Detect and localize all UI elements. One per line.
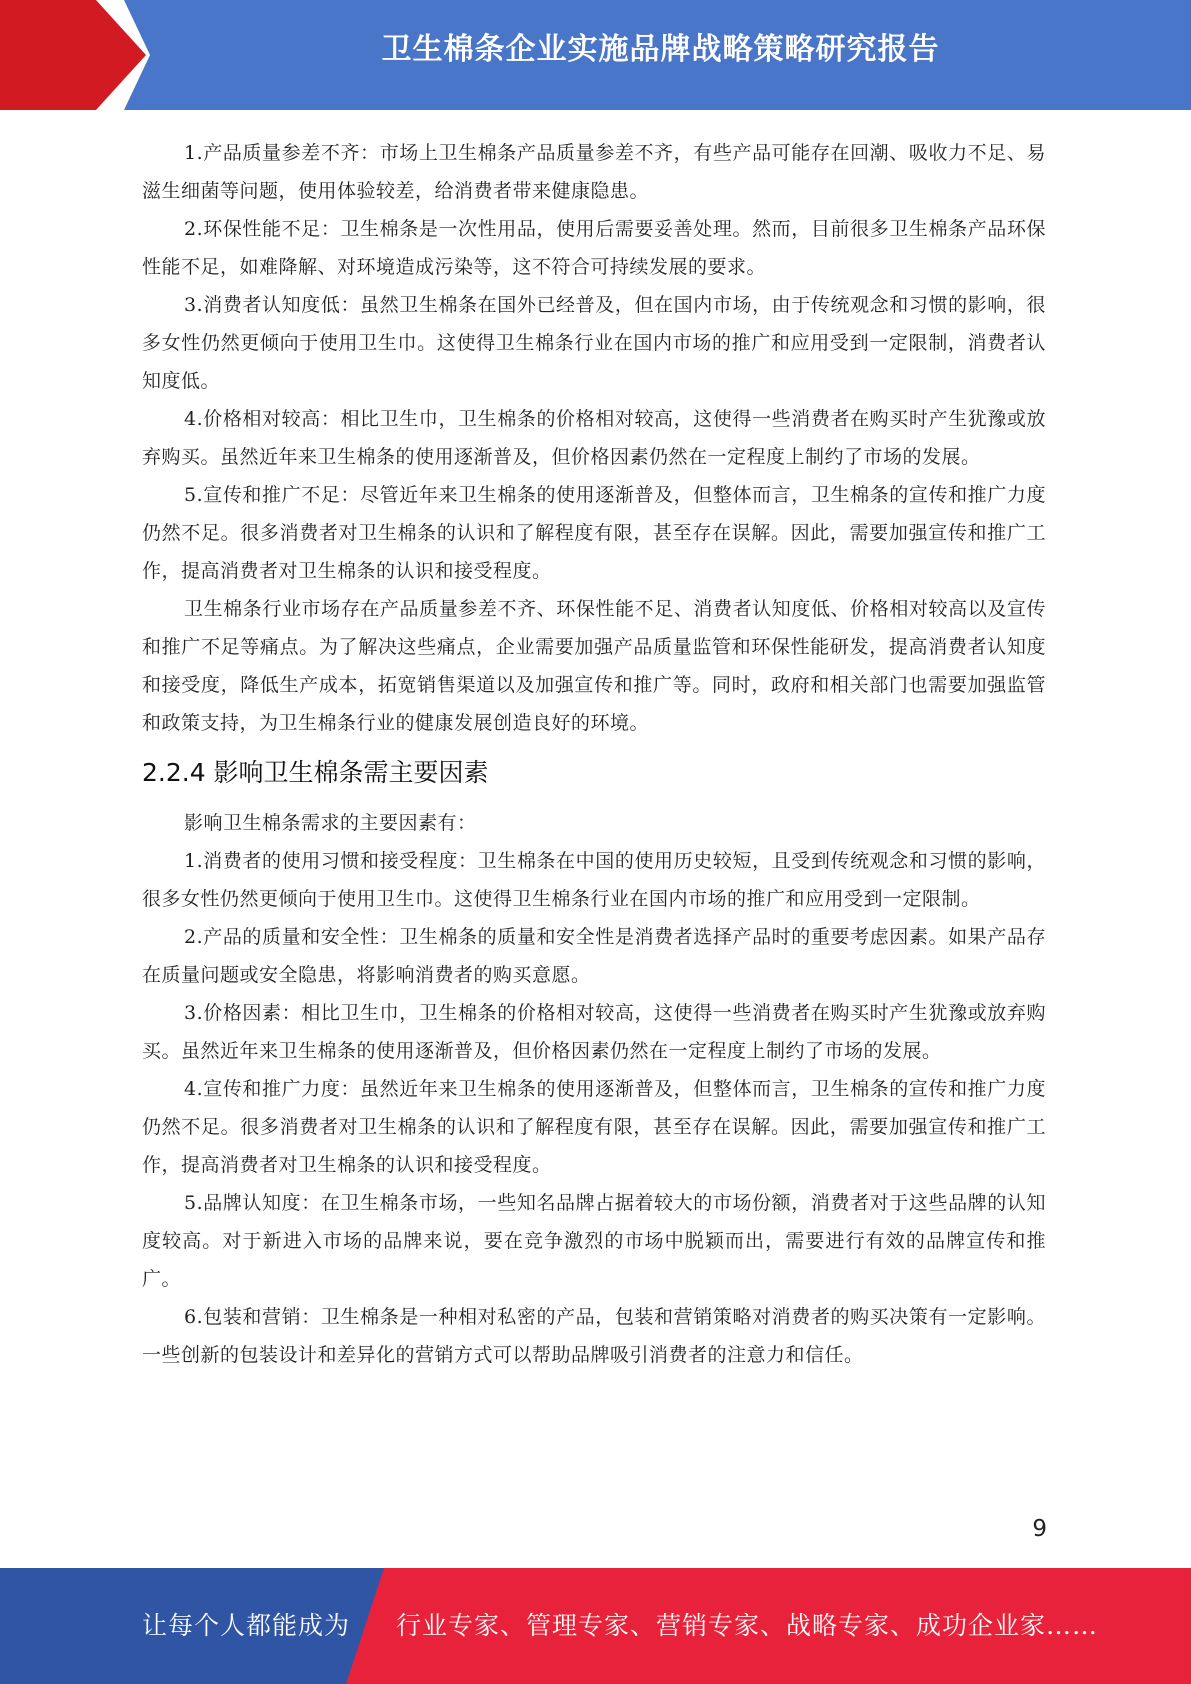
pain-points-section (142, 134, 1046, 742)
paragraph: 4.宣传和推广力度：虽然近年来卫生棉条的使用逐渐普及，但整体而言，卫生棉条的宣传和推广力度仍然不足。很多消费者对卫生棉条的认识和了解程度有限，甚至存在误解。因此，需要加强宣传和推广工作，提高消费者对卫生棉条的认识和接受程度。 (142, 1078, 1046, 1176)
paragraph: 3.价格因素：相比卫生巾，卫生棉条的价格相对较高，这使得一些消费者在购买时产生犹豫或放弃购买。虽然近年来卫生棉条的使用逐渐普及，但价格因素仍然在一定程度上制约了市场的发展。 (142, 1002, 1046, 1062)
paragraph: 6.包装和营销：卫生棉条是一种相对私密的产品，包装和营销策略对消费者的购买决策有一定影响。一些创新的包装设计和差异化的营销方式可以帮助品牌吸引消费者的注意力和信任。 (142, 1306, 1046, 1366)
paragraph: 2.环保性能不足：卫生棉条是一次性用品，使用后需要妥善处理。然而，目前很多卫生棉条产品环保性能不足，如难降解、对环境造成污染等，这不符合可持续发展的要求。 (142, 218, 1046, 278)
page-number: 9 (1032, 1516, 1047, 1542)
page-body (142, 134, 1046, 1374)
paragraph: 4.价格相对较高：相比卫生巾，卫生棉条的价格相对较高，这使得一些消费者在购买时产生犹豫或放弃购买。虽然近年来卫生棉条的使用逐渐普及，但价格因素仍然在一定程度上制约了市场的发展。 (142, 408, 1046, 468)
page-header (0, 0, 1191, 110)
paragraph: 5.宣传和推广不足：尽管近年来卫生棉条的使用逐渐普及，但整体而言，卫生棉条的宣传和推广力度仍然不足。很多消费者对卫生棉条的认识和了解程度有限，甚至存在误解。因此，需要加强宣传和推广工作，提高消费者对卫生棉条的认识和接受程度。 (142, 484, 1046, 582)
footer-slogan-lead: 让每个人都能成为 (142, 1611, 351, 1640)
paragraph: 2.产品的质量和安全性：卫生棉条的质量和安全性是消费者选择产品时的重要考虑因素。如果产品存在质量问题或安全隐患，将影响消费者的购买意愿。 (142, 926, 1046, 986)
paragraph: 1.产品质量参差不齐：市场上卫生棉条产品质量参差不齐，有些产品可能存在回潮、吸收力不足、易滋生细菌等问题，使用体验较差，给消费者带来健康隐患。 (142, 142, 1046, 202)
intro-paragraph: 影响卫生棉条需求的主要因素有： (184, 812, 477, 834)
document-title: 卫生棉条企业实施品牌战略策略研究报告 (381, 32, 940, 67)
paragraph: 5.品牌认知度：在卫生棉条市场，一些知名品牌占据着较大的市场份额，消费者对于这些品牌的认知度较高。对于新进入市场的品牌来说，要在竞争激烈的市场中脱颖而出，需要进行有效的品牌宣传和推广。 (142, 1192, 1046, 1290)
summary-paragraph: 卫生棉条行业市场存在产品质量参差不齐、环保性能不足、消费者认知度低、价格相对较高以及宣传和推广不足等痛点。为了解决这些痛点，企业需要加强产品质量监管和环保性能研发，提高消费者认知度和接受度，降低生产成本，拓宽销售渠道以及加强宣传和推广等。同时，政府和相关部门也需要加强监管和政策支持，为卫生棉条行业的健康发展创造良好的环境。 (142, 598, 1046, 734)
section-heading: 2.2.4 影响卫生棉条需主要因素 (142, 758, 489, 787)
page-footer (0, 1568, 1191, 1684)
paragraph: 1.消费者的使用习惯和接受程度：卫生棉条在中国的使用历史较短，且受到传统观念和习惯的影响，很多女性仍然更倾向于使用卫生巾。这使得卫生棉条行业在国内市场的推广和应用受到一定限制。 (142, 850, 1046, 910)
paragraph: 3.消费者认知度低：虽然卫生棉条在国外已经普及，但在国内市场，由于传统观念和习惯的影响，很多女性仍然更倾向于使用卫生巾。这使得卫生棉条行业在国内市场的推广和应用受到一定限制，消费者认知度低。 (142, 294, 1046, 392)
demand-factors-section (142, 804, 1046, 1374)
footer-slogan-roles: 行业专家、管理专家、营销专家、战略专家、成功企业家…… (396, 1611, 1099, 1640)
